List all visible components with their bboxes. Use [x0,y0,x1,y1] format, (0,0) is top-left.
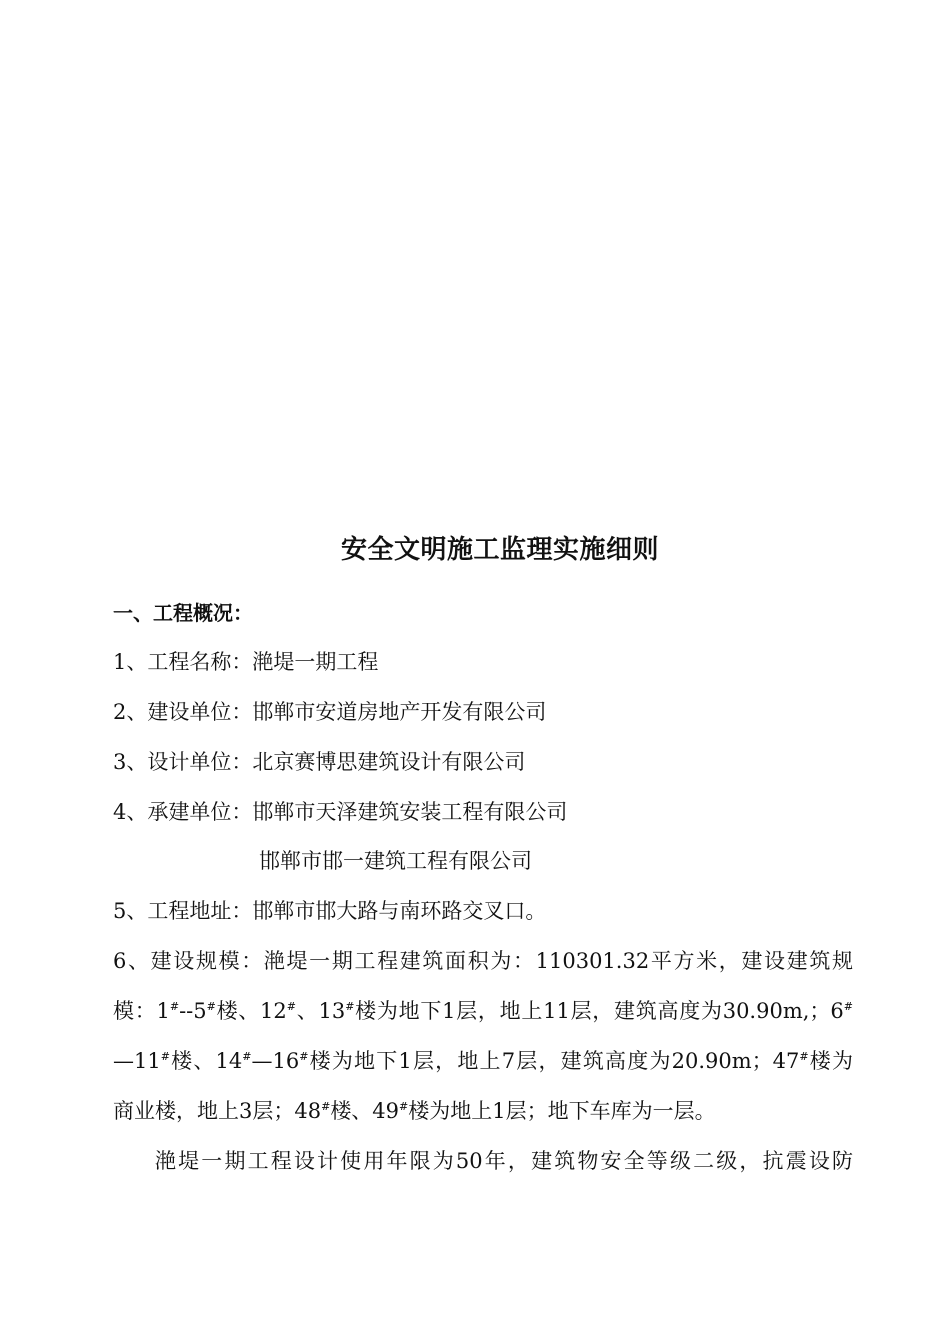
item-contractor-1: 4、承建单位：邯郸市天泽建筑安装工程有限公司 [113,800,568,824]
scale-text: 楼为地上1层；地下车库为一层。 [408,1099,716,1123]
item-scale-line-1 [113,946,853,976]
item-owner: 2、建设单位：邯郸市安道房地产开发有限公司 [113,700,547,724]
scale-text: 楼为地下1层，地上11层，建筑高度为30.90m,；6 [354,999,844,1023]
scale-text: 楼、49 [330,1099,400,1123]
number-mark: # [399,1100,409,1113]
number-mark: # [843,1000,853,1013]
scale-text: 商业楼，地上3层；48 [113,1099,322,1123]
number-mark: # [242,1050,252,1063]
number-mark: # [345,1000,355,1013]
scale-text: 楼、14 [169,1049,243,1073]
document-title: 安全文明施工监理实施细则 [340,535,659,565]
number-mark: # [286,1000,296,1013]
item-scale-line-4 [113,1096,853,1126]
item-address: 5、工程地址：邯郸市邯大路与南环路交叉口。 [113,899,547,923]
item-project-name: 1、工程名称：滟堤一期工程 [113,650,379,674]
paragraph-text: 滟堤一期工程设计使用年限为50年，建筑物安全等级二级，抗震设防 [155,1149,853,1173]
number-mark: # [206,1000,216,1013]
number-mark: # [169,1000,180,1013]
paragraph-design-life [155,1146,853,1176]
scale-text: 6、建设规模：滟堤一期工程建筑面积为：110301.32平方米，建设建筑规 [113,949,853,973]
scale-text: —11 [113,1049,161,1073]
scale-text: 楼、12 [215,999,287,1023]
scale-text: 、13 [296,999,346,1023]
item-scale-line-3 [113,1046,853,1076]
scale-text: 楼为地下1层，地上7层，建筑高度为20.90m；47 [308,1049,800,1073]
number-mark: # [321,1100,331,1113]
scale-text: 模：1 [113,999,170,1023]
number-mark: # [299,1050,309,1063]
scale-text: --5 [179,999,207,1023]
item-designer: 3、设计单位：北京赛博思建筑设计有限公司 [113,750,526,774]
number-mark: # [799,1050,809,1063]
section-heading-overview: 一、工程概况： [113,601,253,625]
scale-text: —16 [251,1049,300,1073]
item-scale-line-2 [113,996,853,1026]
number-mark: # [160,1050,170,1063]
item-contractor-2: 邯郸市邯一建筑工程有限公司 [259,849,532,873]
scale-text: 楼为 [808,1049,853,1073]
